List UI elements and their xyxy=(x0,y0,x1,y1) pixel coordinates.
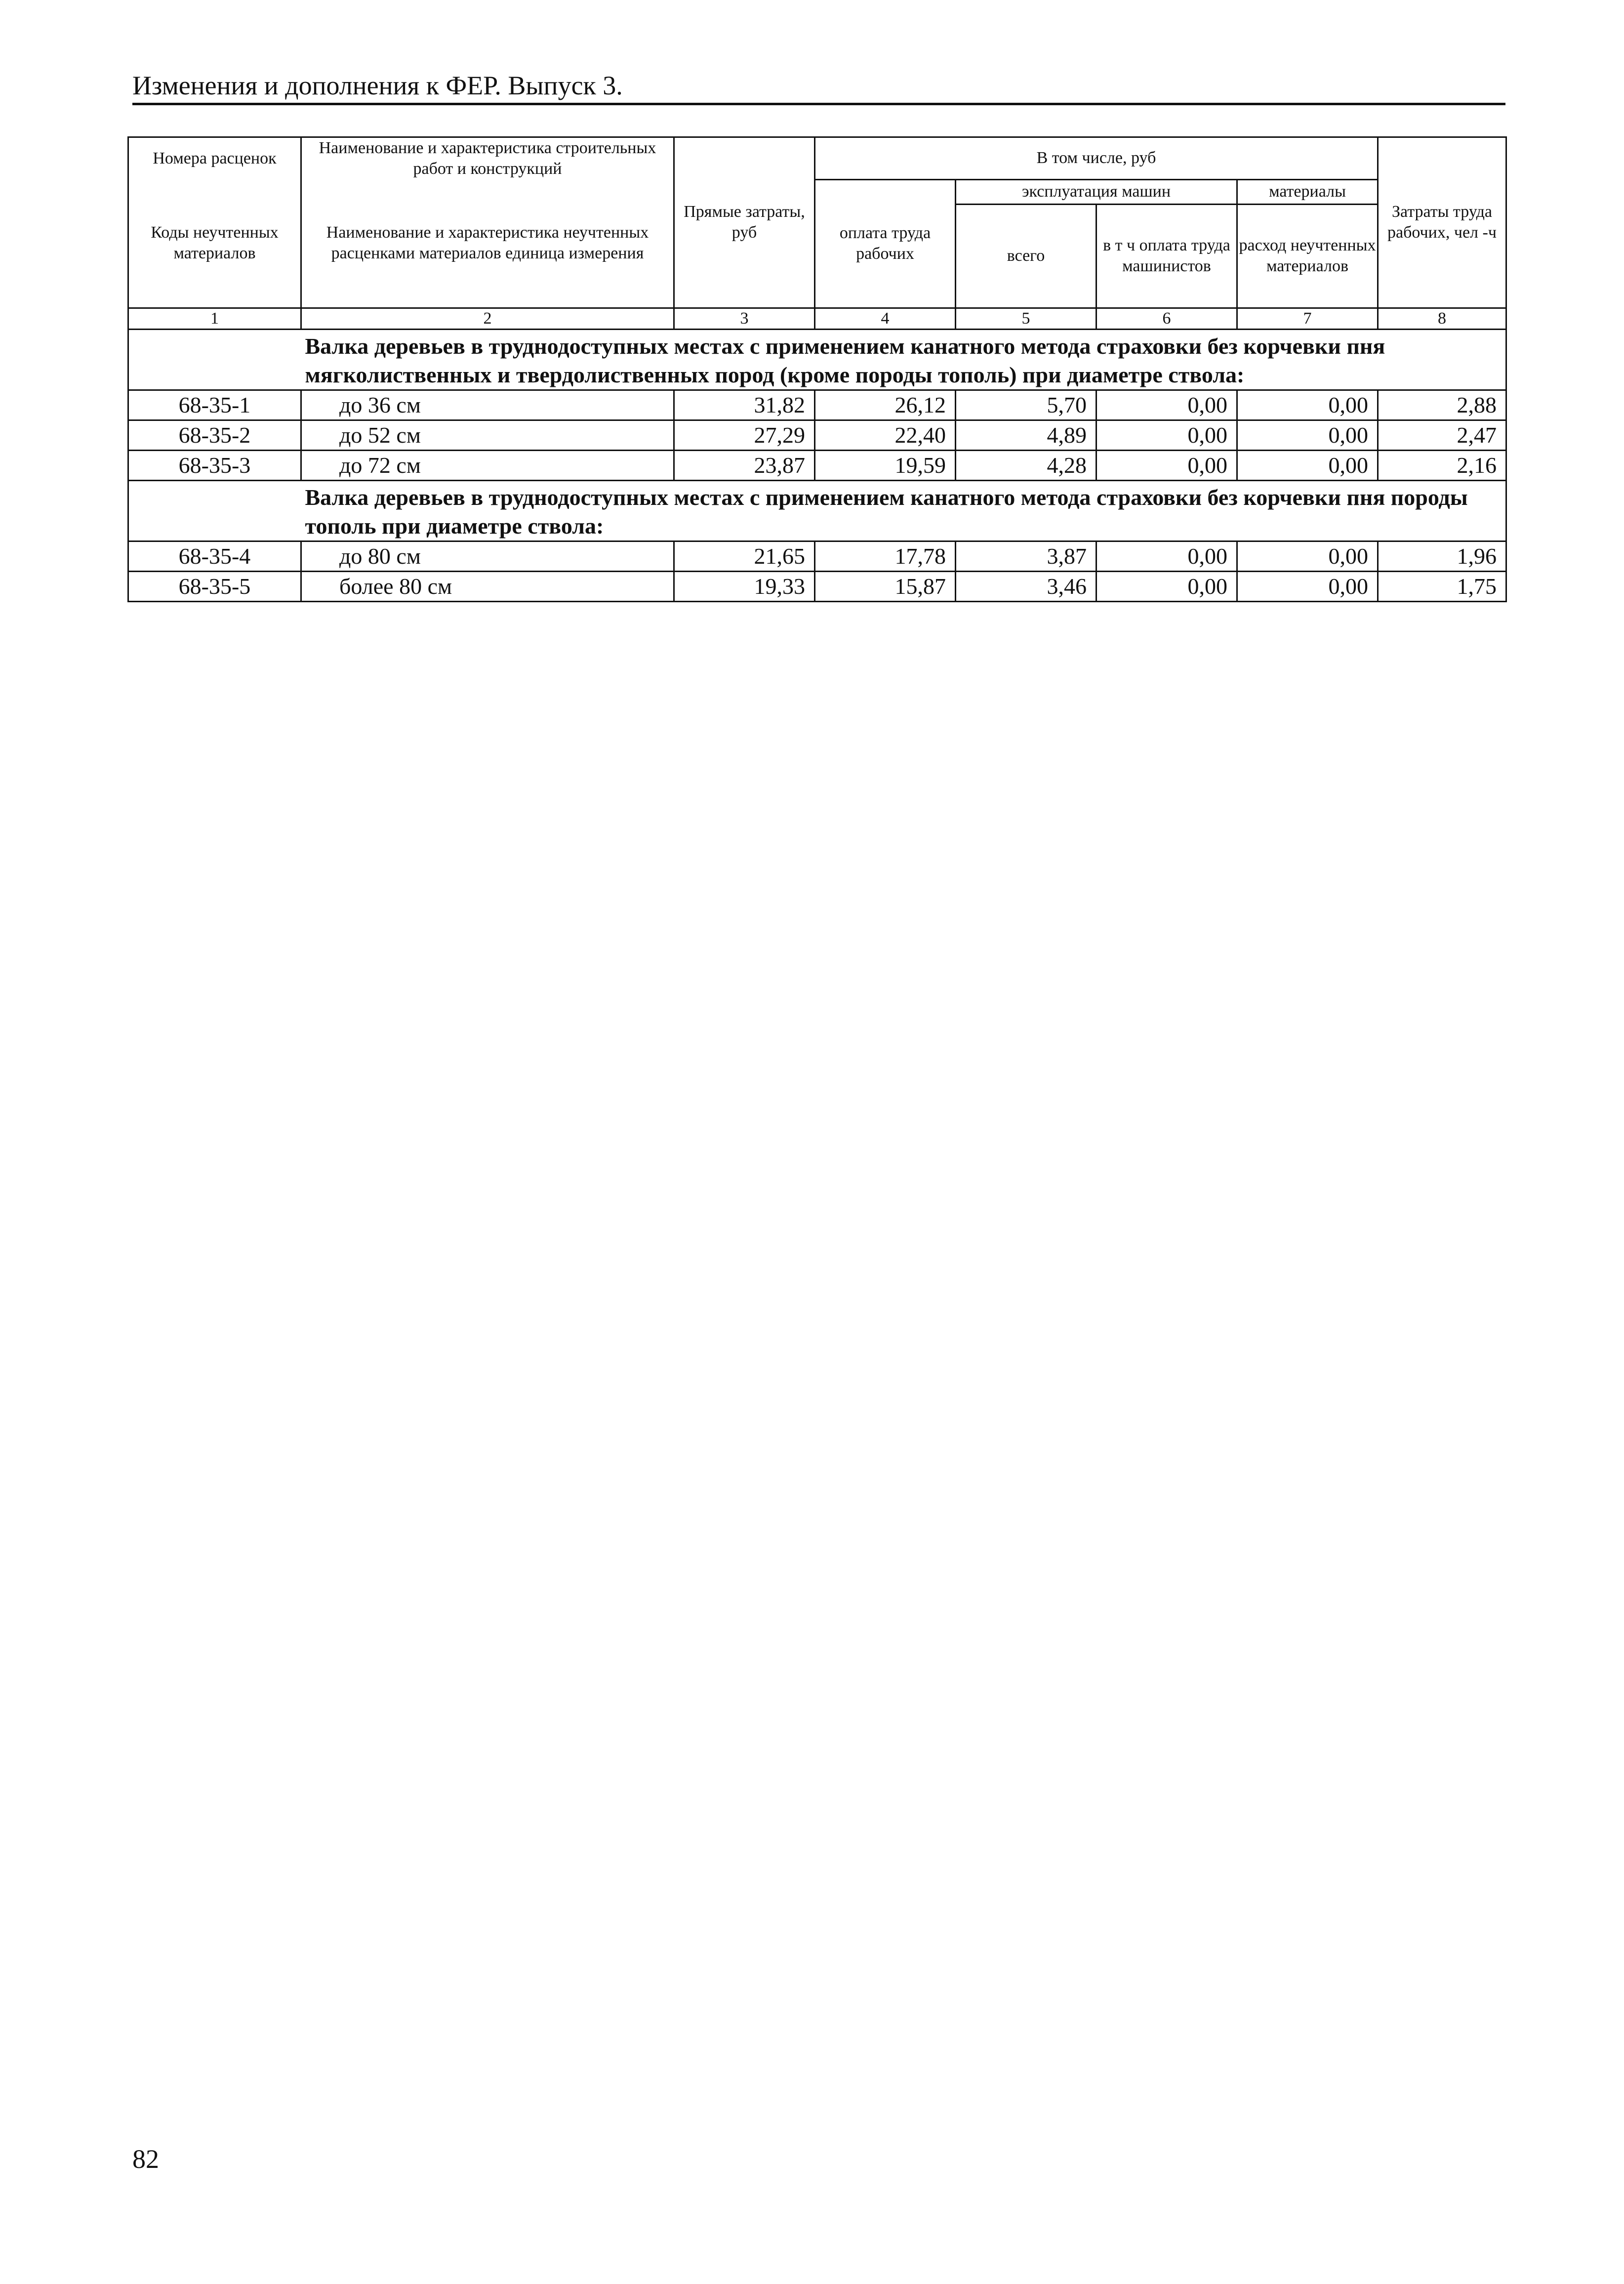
operators-pay: 0,00 xyxy=(1096,420,1237,450)
labor-hours: 1,75 xyxy=(1378,571,1506,601)
labor-hours-header: Затраты труда рабочих, чел -ч xyxy=(1378,137,1506,308)
labor-hours: 2,16 xyxy=(1378,450,1506,480)
col2-top-header: Наименование и характеристика строительных работ и конструкций xyxy=(301,137,674,180)
col1-bottom-header: Коды неучтенных материалов xyxy=(128,179,301,308)
labor-pay: 19,59 xyxy=(815,450,956,480)
page-header xyxy=(132,68,1505,105)
operators-pay: 0,00 xyxy=(1096,450,1237,480)
materials-usage: 0,00 xyxy=(1237,420,1378,450)
materials-usage: 0,00 xyxy=(1237,390,1378,420)
machines-total: 4,89 xyxy=(956,420,1096,450)
labor-pay-header: оплата труда рабочих xyxy=(815,179,956,308)
table-row xyxy=(128,571,1506,601)
page-number: 82 xyxy=(132,2144,159,2174)
operators-pay-header: в т ч оплата труда машинистов xyxy=(1096,204,1237,308)
rate-code: 68-35-4 xyxy=(128,541,301,571)
table-row xyxy=(128,541,1506,571)
section-header-row xyxy=(128,329,1506,390)
direct-costs: 21,65 xyxy=(674,541,815,571)
column-number: 1 xyxy=(128,308,301,329)
labor-pay: 15,87 xyxy=(815,571,956,601)
rates-table xyxy=(127,136,1507,602)
labor-pay: 26,12 xyxy=(815,390,956,420)
section-title: Валка деревьев в труднодоступных местах с применением канатного метода страховки без корчевки пня породы тополь при диаметре ствола: xyxy=(301,480,1506,541)
work-name: до 72 см xyxy=(301,450,674,480)
direct-costs-header: Прямые затраты, руб xyxy=(674,137,815,308)
column-number: 8 xyxy=(1378,308,1506,329)
work-name: более 80 см xyxy=(301,571,674,601)
labor-hours: 2,88 xyxy=(1378,390,1506,420)
machines-total-header: всего xyxy=(956,204,1096,308)
column-numbers-row xyxy=(128,308,1506,329)
rate-code: 68-35-1 xyxy=(128,390,301,420)
operators-pay: 0,00 xyxy=(1096,541,1237,571)
col1-top-header: Номера расценок xyxy=(128,137,301,180)
direct-costs: 31,82 xyxy=(674,390,815,420)
direct-costs: 19,33 xyxy=(674,571,815,601)
document-title: Изменения и дополнения к ФЕР. Выпуск 3. xyxy=(132,71,623,100)
direct-costs: 23,87 xyxy=(674,450,815,480)
including-header: В том числе, руб xyxy=(815,137,1378,180)
machines-total: 4,28 xyxy=(956,450,1096,480)
table-row xyxy=(128,450,1506,480)
machines-header: эксплуатация машин xyxy=(956,179,1237,204)
labor-pay: 17,78 xyxy=(815,541,956,571)
operators-pay: 0,00 xyxy=(1096,390,1237,420)
column-number: 7 xyxy=(1237,308,1378,329)
work-name: до 36 см xyxy=(301,390,674,420)
operators-pay: 0,00 xyxy=(1096,571,1237,601)
labor-hours: 2,47 xyxy=(1378,420,1506,450)
machines-total: 5,70 xyxy=(956,390,1096,420)
column-number: 5 xyxy=(956,308,1096,329)
column-number: 4 xyxy=(815,308,956,329)
rate-code: 68-35-2 xyxy=(128,420,301,450)
col2-bottom-header: Наименование и характеристика неучтенных расценками материалов единица измерения xyxy=(301,179,674,308)
section-header-row xyxy=(128,480,1506,541)
machines-total: 3,87 xyxy=(956,541,1096,571)
work-name: до 80 см xyxy=(301,541,674,571)
materials-usage: 0,00 xyxy=(1237,571,1378,601)
work-name: до 52 см xyxy=(301,420,674,450)
rate-code: 68-35-3 xyxy=(128,450,301,480)
machines-total: 3,46 xyxy=(956,571,1096,601)
labor-hours: 1,96 xyxy=(1378,541,1506,571)
materials-usage-header: расход неучтенных материалов xyxy=(1237,204,1378,308)
column-number: 3 xyxy=(674,308,815,329)
table-row xyxy=(128,420,1506,450)
table-row xyxy=(128,390,1506,420)
section-title: Валка деревьев в труднодоступных местах с применением канатного метода страховки без корчевки пня мягколиственных и твердолиственных пород (кроме породы тополь) при диаметре ствола: xyxy=(301,329,1506,390)
materials-header: материалы xyxy=(1237,179,1378,204)
direct-costs: 27,29 xyxy=(674,420,815,450)
materials-usage: 0,00 xyxy=(1237,541,1378,571)
rate-code: 68-35-5 xyxy=(128,571,301,601)
labor-pay: 22,40 xyxy=(815,420,956,450)
column-number: 6 xyxy=(1096,308,1237,329)
materials-usage: 0,00 xyxy=(1237,450,1378,480)
column-number: 2 xyxy=(301,308,674,329)
